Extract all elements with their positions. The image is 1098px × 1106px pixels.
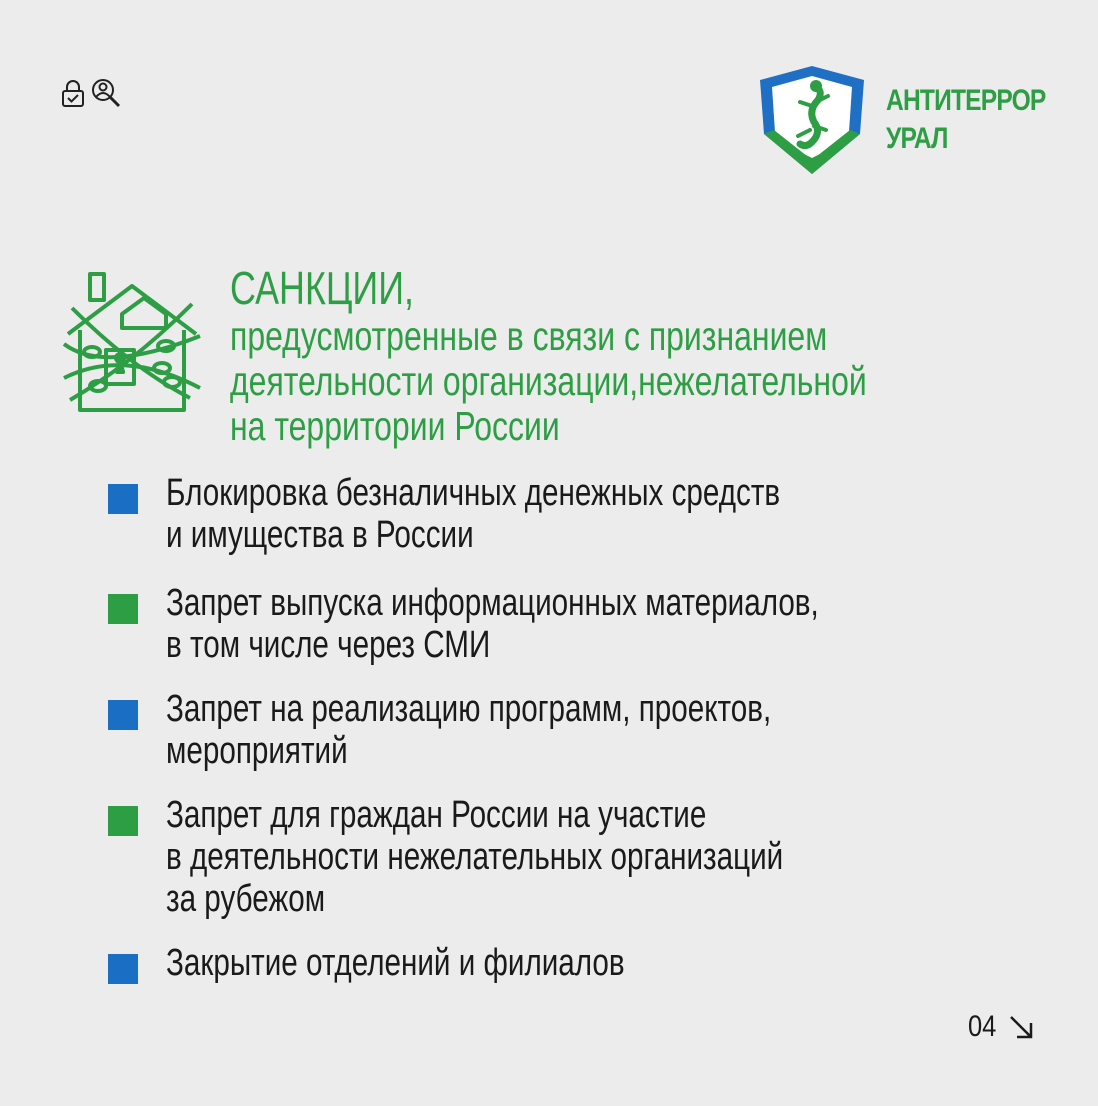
logo: [756, 62, 1081, 178]
heading-line: на территории России: [230, 403, 560, 449]
heading-line: предусмотренные в связи с признанием: [230, 313, 828, 359]
chained-house-icon: [62, 268, 202, 418]
list-item-text: Закрытие отделений и филиалов: [166, 942, 625, 984]
blue-square-bullet: [108, 700, 138, 730]
list-item-text: Запрет для граждан России на участие в деятельности нежелательных организаций за рубежом: [166, 794, 784, 920]
heading-title: САНКЦИИ,: [230, 262, 414, 314]
list-item: [108, 582, 1003, 666]
list-item-text: Запрет на реализацию программ, проектов, мероприятий: [166, 688, 772, 772]
sanctions-list: [108, 472, 1003, 984]
blue-square-bullet: [108, 484, 138, 514]
list-item: [108, 794, 1003, 920]
shield-lizard-logo: [756, 62, 868, 178]
green-square-bullet: [108, 806, 138, 836]
top-icons: [60, 78, 122, 108]
page-number-text: 04: [968, 1010, 997, 1043]
heading: [230, 262, 1046, 449]
page-number: [968, 1010, 1035, 1044]
green-square-bullet: [108, 594, 138, 624]
user-search-icon: [90, 78, 122, 108]
list-item: [108, 472, 1003, 556]
blue-square-bullet: [108, 954, 138, 984]
list-item-text: Блокировка безналичных денежных средств и имущества в России: [166, 472, 781, 556]
list-item: [108, 942, 1003, 984]
lock-check-icon: [60, 78, 86, 108]
arrow-down-right-icon: [1007, 1013, 1035, 1041]
list-item: [108, 688, 1003, 772]
logo-line-2: УРАЛ: [886, 122, 948, 155]
list-item-text: Запрет выпуска информационных материалов, в том числе через СМИ: [166, 582, 819, 666]
heading-line: деятельности организации,нежелательной: [230, 358, 867, 404]
logo-line-1: АНТИТЕРРОР: [886, 84, 1046, 117]
